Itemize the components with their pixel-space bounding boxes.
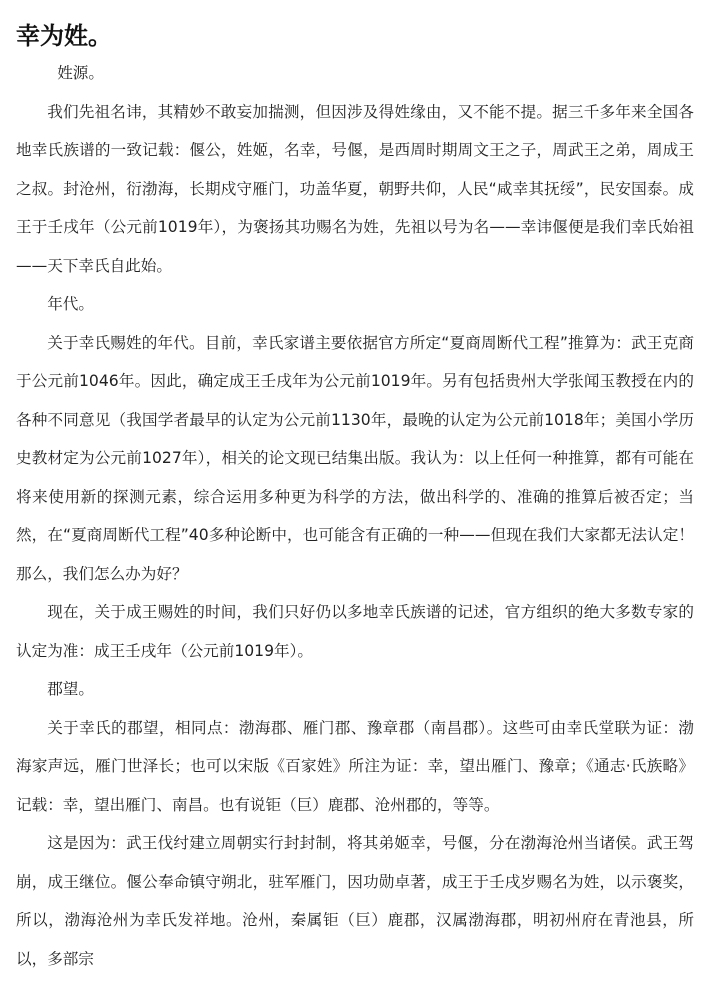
document-title: 幸为姓。 (16, 22, 112, 50)
paragraph-era: 关于幸氏赐姓的年代。目前，幸氏家谱主要依据官方所定“夏商周断代工程”推算为：武王克商于公元前1046年。因此，确定成王壬戌年为公元前1019年。另有包括贵州大学张闻玉教授在内的各种不同意见（我国学者最早的认定为公元前1130年，最晚的认定为公元前1018年；美国小学历史教材定为公元前1027年），相关的论文现已结集出版。我认为：以上任何一种推算，都有可能在将来使用新的探测元素，综合运用多种更为科学的方法，做出科学的、准确的推算后被否定；当然，在“夏商周断代工程”40多种论断中，也可能含有正确的一种——但现在我们大家都无法认定！那么，我们怎么办为好？ (16, 333, 694, 583)
section-heading-origin: 姓源。 (57, 64, 104, 82)
section-heading-commandery: 郡望。 (47, 680, 94, 698)
paragraph-origin: 我们先祖名讳，其精妙不敢妄加揣测，但因涉及得姓缘由，又不能不提。据三千多年来全国各地幸氏族谱的一致记载：偃公，姓姬，名幸，号偃，是西周时期周文王之子，周武王之弟，周成王之叔。封沧州，衍渤海，长期戍守雁门，功盖华夏，朝野共仰，人民“咸幸其抚绥”，民安国泰。成王于壬戌年（公元前1019年），为褒扬其功赐名为姓，先祖以号为名——幸讳偃便是我们幸氏始祖——天下幸氏自此始。 (16, 102, 694, 275)
paragraph-commandery-reason: 这是因为：武王伐纣建立周朝实行封封制，将其弟姬幸，号偃，分在渤海沧州当诸侯。武王驾崩，成王继位。偃公奉命镇守朔北，驻军雁门，因功勋卓著，成王于壬戌岁赐名为姓，以示褒奖，所以，渤海沧州为幸氏发祥地。沧州，秦属钜（巨）鹿郡，汉属渤海郡，明初州府在青池县，所以，多部宗 (16, 834, 694, 968)
paragraph-commandery: 关于幸氏的郡望，相同点：渤海郡、雁门郡、豫章郡（南昌郡）。这些可由幸氏堂联为证：渤海家声远，雁门世泽长；也可以宋版《百家姓》所注为证：幸，望出雁门、豫章；《通志·氏族略》记载：幸，望出雁门、南昌。也有说钜（巨）鹿郡、沧州郡的，等等。 (16, 718, 694, 814)
section-heading-era: 年代。 (47, 295, 94, 313)
paragraph-era-conclusion: 现在，关于成王赐姓的时间，我们只好仍以多地幸氏族谱的记述，官方组织的绝大多数专家的认定为准：成王壬戌年（公元前1019年）。 (16, 603, 694, 660)
